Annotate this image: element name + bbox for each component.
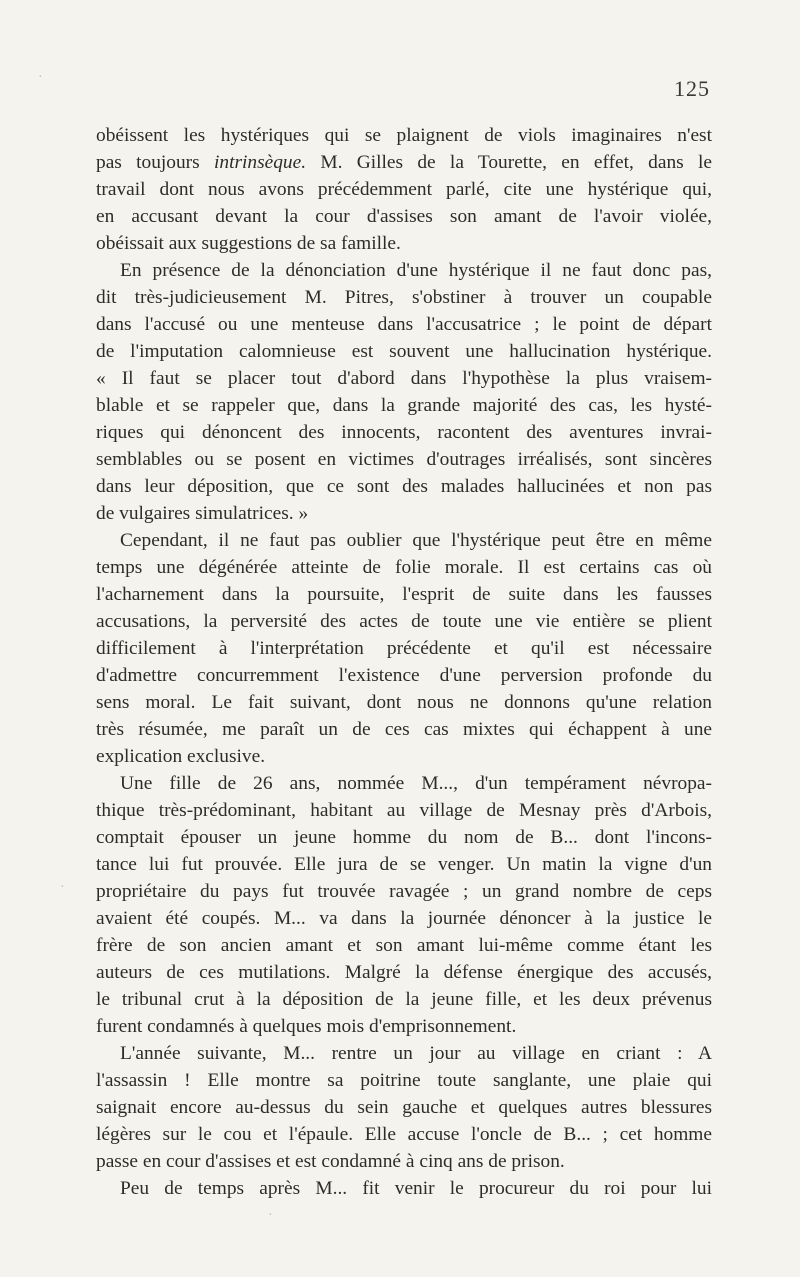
text-line: très résumée, me paraît un de ces cas mixtes qui échappent à une	[96, 719, 712, 740]
body-text	[96, 122, 712, 1202]
text-line: difficilement à l'interprétation précédente et qu'il est nécessaire	[96, 638, 712, 659]
text-line: l'acharnement dans la poursuite, l'esprit de suite dans les fausses	[96, 584, 712, 605]
text-line: riques qui dénoncent des innocents, racontent des aventures invrai-	[96, 422, 712, 443]
text-line: dans l'accusé ou une menteuse dans l'accusatrice ; le point de départ	[96, 314, 712, 335]
text-line: furent condamnés à quelques mois d'emprisonnement.	[96, 1016, 517, 1037]
text-line: obéissait aux suggestions de sa famille.	[96, 233, 401, 254]
text-line: comptait épouser un jeune homme du nom de B... dont l'incons-	[96, 827, 712, 848]
text-line: dans leur déposition, que ce sont des malades hallucinées et non pas	[96, 476, 712, 497]
text-line: semblables ou se posent en victimes d'outrages irréalisés, sont sincères	[96, 449, 712, 470]
text-line: « Il faut se placer tout d'abord dans l'hypothèse la plus vraisem-	[96, 368, 712, 389]
text-line: passe en cour d'assises et est condamné à cinq ans de prison.	[96, 1151, 565, 1172]
text-line: en accusant devant la cour d'assises son amant de l'avoir violée,	[96, 206, 712, 227]
text-line: temps une dégénérée atteinte de folie morale. Il est certains cas où	[96, 557, 712, 578]
text-line: sens moral. Le fait suivant, dont nous ne donnons qu'une relation	[96, 692, 712, 713]
text-line: d'admettre concurremment l'existence d'une perversion profonde du	[96, 665, 712, 686]
text-line: frère de son ancien amant et son amant lui-même comme étant les	[96, 935, 712, 956]
text-line: saignait encore au-dessus du sein gauche et quelques autres blessures	[96, 1097, 712, 1118]
paper-speck: ·	[38, 70, 43, 85]
paper-speck: ·	[268, 1208, 273, 1223]
paragraph	[96, 1175, 712, 1202]
text-line: Peu de temps après M... fit venir le procureur du roi pour lui	[120, 1178, 712, 1199]
page-number: 125	[674, 76, 710, 101]
text-line: thique très-prédominant, habitant au village de Mesnay près d'Arbois,	[96, 800, 712, 821]
text-line: explication exclusive.	[96, 746, 266, 767]
text-line: L'année suivante, M... rentre un jour au village en criant : A	[120, 1043, 712, 1064]
text-line: de l'imputation calomnieuse est souvent une hallucination hystérique.	[96, 341, 712, 362]
text-line: de vulgaires simulatrices. »	[96, 503, 309, 524]
text-line: obéissent les hystériques qui se plaignent de viols imaginaires n'est	[96, 125, 712, 146]
text-line: accusations, la perversité des actes de toute une vie entière se plient	[96, 611, 712, 632]
paragraph	[96, 1040, 712, 1175]
text-line: avaient été coupés. M... va dans la journée dénoncer à la justice le	[96, 908, 712, 929]
text-line: auteurs de ces mutilations. Malgré la défense énergique des accusés,	[96, 962, 712, 983]
text-line: Une fille de 26 ans, nommée M..., d'un tempérament névropa-	[120, 773, 712, 794]
paragraph	[96, 257, 712, 527]
text-line: Cependant, il ne faut pas oublier que l'hystérique peut être en même	[120, 530, 712, 551]
text-line: légères sur le cou et l'épaule. Elle accuse l'oncle de B... ; cet homme	[96, 1124, 712, 1145]
text-line: tance lui fut prouvée. Elle jura de se venger. Un matin la vigne d'un	[96, 854, 712, 875]
paper-speck: ·	[60, 880, 65, 895]
text-line: propriétaire du pays fut trouvée ravagée ; un grand nombre de ceps	[96, 881, 712, 902]
text-line: blable et se rappeler que, dans la grande majorité des cas, les hysté-	[96, 395, 712, 416]
text-line: pas toujours intrinsèque. M. Gilles de la Tourette, en effet, dans le	[96, 152, 712, 173]
text-line: En présence de la dénonciation d'une hystérique il ne faut donc pas,	[120, 260, 712, 281]
paragraph	[96, 527, 712, 770]
text-line: le tribunal crut à la déposition de la jeune fille, et les deux prévenus	[96, 989, 712, 1010]
text-line: travail dont nous avons précédemment parlé, cite une hystérique qui,	[96, 179, 712, 200]
italic-term: intrinsèque.	[213, 152, 307, 173]
paragraph	[96, 770, 712, 1040]
paragraph	[96, 122, 712, 257]
text-line: dit très-judicieusement M. Pitres, s'obstiner à trouver un coupable	[96, 287, 712, 308]
text-line: l'assassin ! Elle montre sa poitrine toute sanglante, une plaie qui	[96, 1070, 712, 1091]
